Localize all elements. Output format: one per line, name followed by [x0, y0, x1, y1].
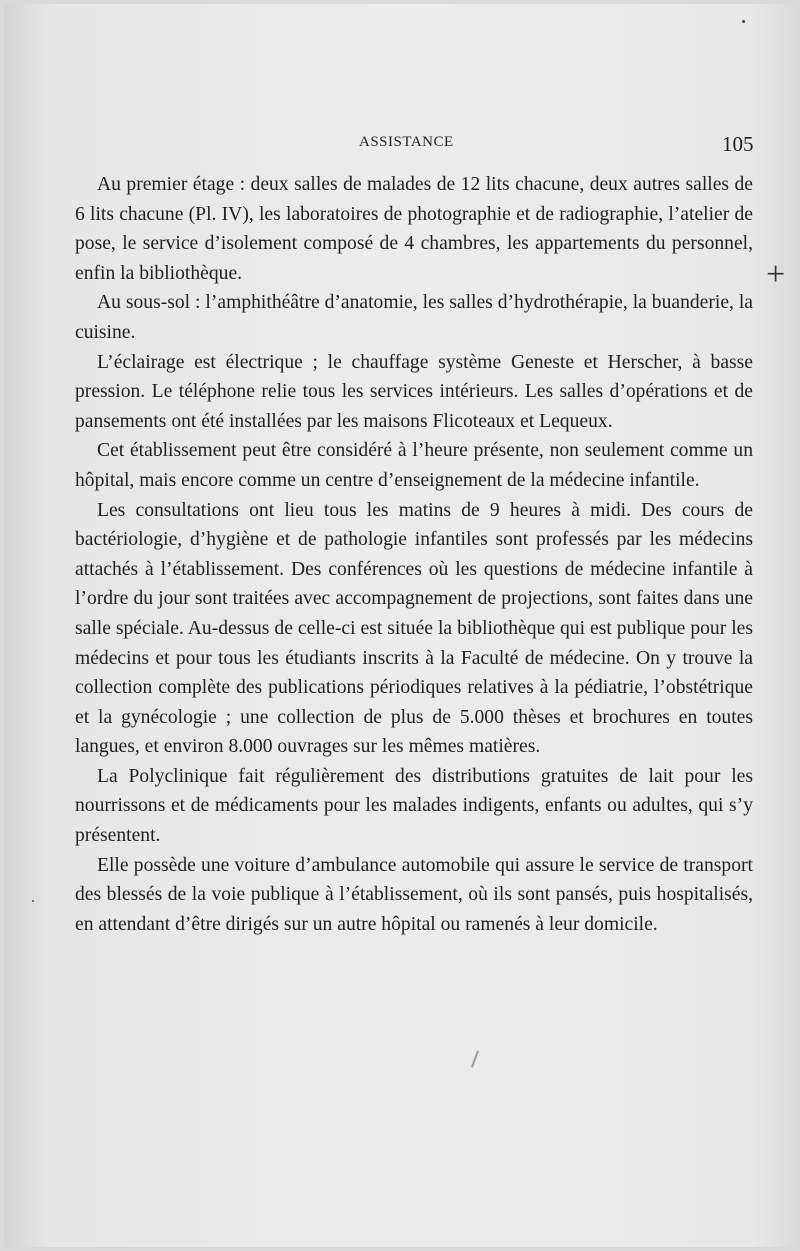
book-page	[4, 4, 796, 1247]
paragraph: Au premier étage : deux salles de malades de 12 lits chacune, deux autres salles de 6 lits chacune (Pl. IV), les laboratoires de photographie et de radiographie, l’atelier de pose, le service d’isolement composé de 4 chambres, les appartements du personnel, enfin la bibliothèque.	[75, 174, 753, 284]
paragraph: Elle possède une voiture d’ambulance automobile qui assure le service de transport des blessés de la voie publique à l’établissement, où ils sont pansés, puis hospitalisés, en attendant d’être dirigés sur un autre hôpital ou ramenés à leur domicile.	[75, 854, 753, 935]
paper-speck	[471, 1050, 479, 1068]
page-number: 105	[722, 132, 754, 156]
paragraph: Les consultations ont lieu tous les matins de 9 heures à midi. Des cours de bactériologie, d’hygiène et de pathologie infantiles sont professés par les médecins attachés à l’établissement. Des conférences où les questions de médecine infantile à l’ordre du jour sont traitées avec accompagnement de projections, sont faites dans une salle spéciale. Au-dessus de celle-ci est située la bibliothèque qui est publique pour les médecins et pour tous les étudiants inscrits à la Faculté de médecine. On y trouve la collection complète des publications périodiques relatives à la pédiatrie, l’obstétrique et la gynécologie ; une collection de plus de 5.000 thèses et brochures en toutes langues, et environ 8.000 ouvrages sur les mêmes matières.	[75, 499, 753, 758]
paragraph: La Polyclinique fait régulièrement des distributions gratuites de lait pour les nourrissons et de médicaments pour les malades indigents, enfants ou adultes, qui s’y présentent.	[75, 765, 753, 847]
paragraph: Cet établissement peut être considéré à l’heure présente, non seulement comme un hôpital, mais encore comme un centre d’enseignement de la médecine infantile.	[75, 440, 753, 491]
page-header	[4, 132, 796, 156]
paragraph: Au sous-sol : l’amphithéâtre d’anatomie, les salles d’hydrothérapie, la buanderie, la cuisine.	[75, 292, 753, 343]
running-title: ASSISTANCE	[359, 134, 454, 150]
paper-speck	[742, 20, 745, 23]
margin-annotation-mark: +	[766, 256, 786, 293]
paper-speck	[32, 900, 34, 902]
body-text	[75, 170, 753, 939]
paragraph: L’éclairage est électrique ; le chauffage système Geneste et Herscher, à basse pression. Le téléphone relie tous les services intérieurs. Les salles d’opérations et de pansements ont été installées par les maisons Flicoteaux et Lequeux.	[75, 351, 753, 432]
